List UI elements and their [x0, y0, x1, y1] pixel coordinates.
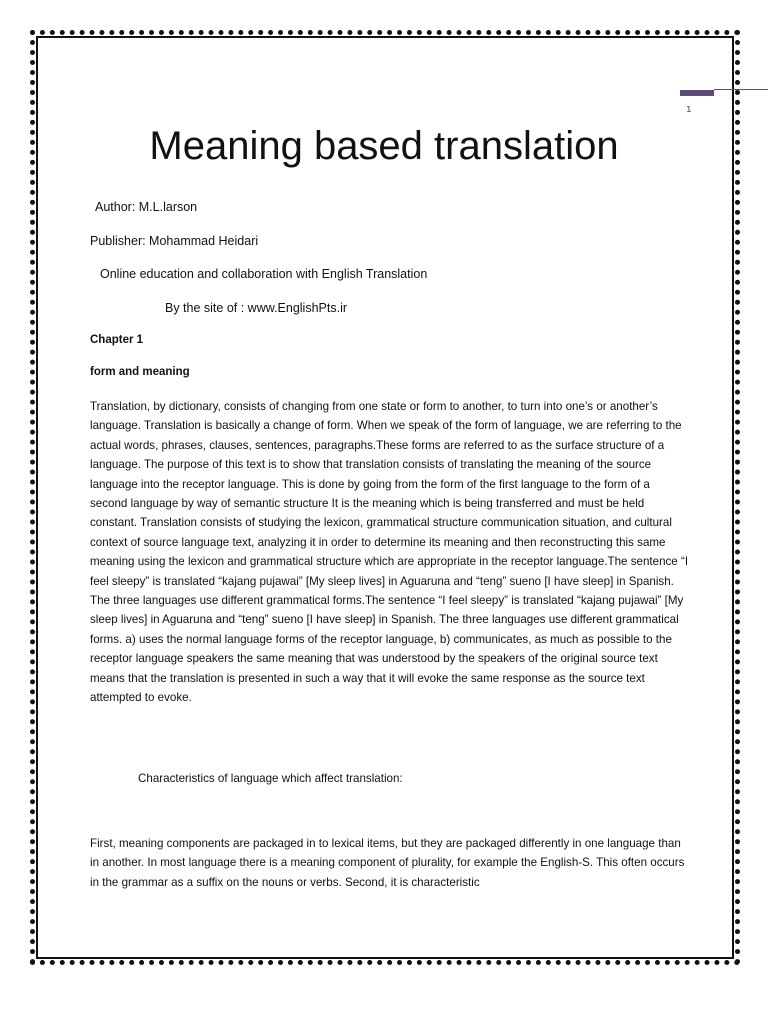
- page-number-marker: [680, 88, 768, 128]
- page-marker-line: [714, 89, 768, 90]
- document-title: Meaning based translation: [149, 124, 619, 168]
- online-education-line: Online education and collaboration with English Translation: [100, 267, 428, 281]
- publisher-line: Publisher: Mohammad Heidari: [90, 234, 259, 248]
- subheading-characteristics: Characteristics of language which affect translation:: [138, 772, 403, 785]
- author-line: Author: M.L.larson: [95, 200, 198, 214]
- body-paragraph-1: Translation, by dictionary, consists of changing from one state or form to another, to turn into one’s or another’s language. Translation is basically a change of form. When we speak of the form of language, we are referring to the actual words, phrases, clauses, sentences, paragraphs.These forms are referred to as the surface structure of a language. The purpose of this text is to show that translation consists of translating the meaning of the source language into the receptor language. This is done by going from the form of the first language to the form of a second language by way of semantic structure It is the meaning which is being transferred and must be held constant. Translation consists of studying the lexicon, grammatical structure communication situation, and cultural context of source language text, analyzing it in order to determine its meaning and then reconstructing this same meaning using the lexicon and grammatical structure which are appropriate in the receptor language.The sentence “I feel sleepy” is translated “kajang pujawai” [My sleep lives] in Aguaruna and “teng” sueno [I have sleep] in Spanish. The three languages use different grammatical forms.The sentence “I feel sleepy” is translated “kajang pujawai” [My sleep lives] in Aguaruna and “teng” sueno [I have sleep] in Spanish. The three languages use different grammatical forms. a) uses the normal language forms of the receptor language, b) communicates, as much as possible to the receptor language speakers the same meaning that was understood by the speakers of the original source text means that the translation is presented in such a way that it will evoke the same response as the source text attempted to evoke.: [90, 400, 689, 705]
- section-heading: form and meaning: [90, 366, 190, 378]
- page-marker-bar: [680, 90, 714, 96]
- body-paragraph-2: First, meaning components are packaged in to lexical items, but they are packaged differently in one language than in another. In most language there is a meaning component of plurality, for example the English-S. This often occurs in the grammar as a suffix on the nouns or verbs. Second, it is characteristic: [90, 837, 685, 889]
- chapter-heading: Chapter 1: [90, 334, 144, 346]
- site-line: By the site of : www.EnglishPts.ir: [165, 301, 348, 315]
- page-number: ₁: [686, 100, 692, 116]
